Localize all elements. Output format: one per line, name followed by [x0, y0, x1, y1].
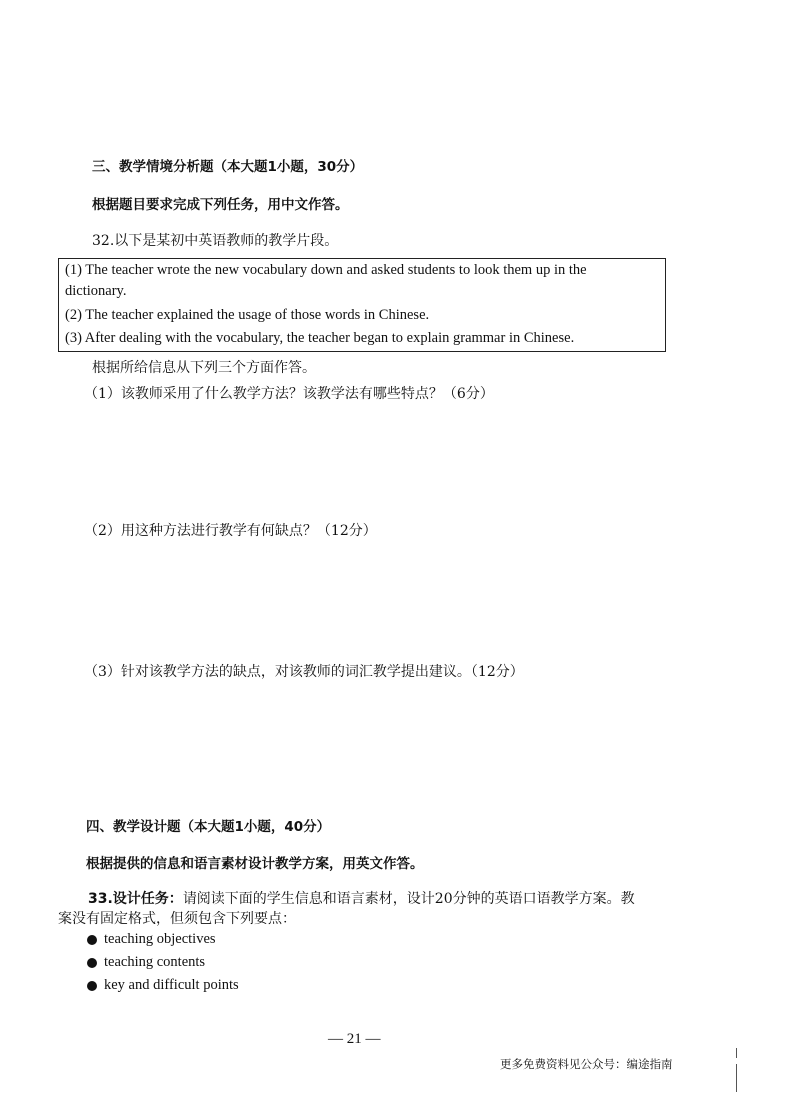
sub-question-1: （1）该教师采用了什么教学方法？该教学法有哪些特点？（6分） [84, 386, 494, 402]
answer-prompt: 根据所给信息从下列三个方面作答。 [92, 360, 316, 376]
excerpt-line: (2) The teacher explained the usage of those words in Chinese. [65, 307, 430, 323]
task-text-line-1: 请阅读下面的学生信息和语言素材，设计20分钟的英语口语教学方案。教 [182, 891, 635, 907]
section-3-title: 三、教学情境分析题（本大题1小题，30分） [92, 159, 364, 175]
sub-question-3: （3）针对该教学方法的缺点，对该教师的词汇教学提出建议。（12分） [84, 664, 524, 680]
section-4-title: 四、教学设计题（本大题1小题，40分） [86, 819, 331, 835]
task-text-line-2: 案没有固定格式，但须包含下列要点： [58, 911, 296, 927]
excerpt-line: (1) The teacher wrote the new vocabulary down and asked students to look them up in the [65, 262, 587, 278]
bullet-item: teaching contents [104, 954, 206, 970]
question-33-task [88, 888, 635, 908]
bullet-item: teaching objectives [104, 931, 216, 947]
bullet-item: key and difficult points [104, 977, 239, 993]
page-number: — 21 — [328, 1031, 381, 1047]
bullet-dot-icon [87, 935, 97, 945]
sub-question-2: （2）用这种方法进行教学有何缺点？（12分） [84, 523, 377, 539]
section-4-instruction: 根据提供的信息和语言素材设计教学方案，用英文作答。 [86, 856, 424, 872]
task-label: 33.设计任务： [88, 891, 183, 907]
bullet-dot-icon [87, 958, 97, 968]
teaching-excerpt-box [58, 258, 666, 352]
scan-artifact [736, 1064, 737, 1092]
excerpt-line: dictionary. [65, 283, 127, 299]
question-32-intro: 32.以下是某初中英语教师的教学片段。 [92, 233, 339, 249]
section-3-instruction: 根据题目要求完成下列任务，用中文作答。 [92, 197, 349, 213]
excerpt-line: (3) After dealing with the vocabulary, the teacher began to explain grammar in Chinese. [65, 330, 575, 346]
footer-note: 更多免费资料见公众号：编途指南 [500, 1057, 673, 1071]
bullet-dot-icon [87, 981, 97, 991]
scan-artifact [736, 1048, 737, 1058]
